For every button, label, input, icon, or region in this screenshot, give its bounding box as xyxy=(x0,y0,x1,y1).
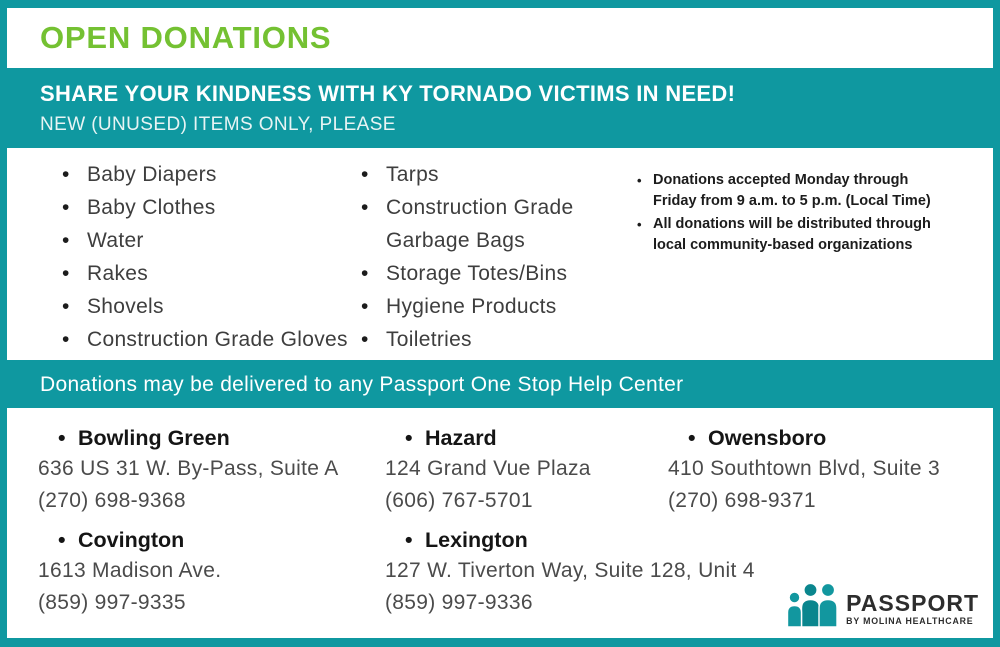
location-phone: (859) 997-9335 xyxy=(38,591,186,614)
title-bar xyxy=(7,8,993,68)
location-city: • Lexington xyxy=(385,525,668,555)
page-title: OPEN DONATIONS xyxy=(40,20,332,55)
location-phone: (606) 767-5701 xyxy=(385,489,533,512)
donation-item: • Water xyxy=(60,224,359,257)
logo-tagline: BY MOLINA HEALTHCARE xyxy=(846,616,974,626)
notes-column xyxy=(622,148,993,360)
location-card xyxy=(38,525,385,619)
donation-item: • Storage Totes/Bins xyxy=(359,257,622,290)
location-card xyxy=(385,423,668,517)
location-card xyxy=(38,423,385,517)
location-phone: (270) 698-9371 xyxy=(668,489,816,512)
location-city: • Owensboro xyxy=(668,423,993,453)
donation-item: • Hygiene Products xyxy=(359,290,622,323)
location-address: 410 Southtown Blvd, Suite 3 xyxy=(668,457,940,480)
donation-item: • Construction Grade Garbage Bags xyxy=(359,191,622,257)
item-list-1 xyxy=(7,148,359,360)
delivery-banner: Donations may be delivered to any Passport One Stop Help Center xyxy=(40,373,684,396)
location-phone: (270) 698-9368 xyxy=(38,489,186,512)
donation-item: • Shovels xyxy=(60,290,359,323)
location-city: • Covington xyxy=(38,525,385,555)
note-item: • All donations will be distributed through local community-based organizations xyxy=(636,214,949,256)
location-card xyxy=(385,525,755,619)
passport-people-icon xyxy=(785,581,839,628)
banner-headline: SHARE YOUR KINDNESS WITH KY TORNADO VICTIMS IN NEED! xyxy=(40,81,736,106)
donation-item: • Construction Grade Gloves xyxy=(60,323,359,356)
passport-molina-logo xyxy=(785,581,979,628)
donation-item: • Baby Clothes xyxy=(60,191,359,224)
logo-text xyxy=(846,592,979,628)
location-address: 124 Grand Vue Plaza xyxy=(385,457,591,480)
banner-subline: NEW (UNUSED) ITEMS ONLY, PLEASE xyxy=(40,114,396,135)
donation-item: • Toiletries xyxy=(359,323,622,356)
kindness-banner xyxy=(0,68,1000,148)
location-city: • Bowling Green xyxy=(38,423,385,453)
locations-panel xyxy=(7,408,993,638)
notes-list xyxy=(636,170,949,256)
donation-item: • Tarps xyxy=(359,158,622,191)
donation-item: • Baby Diapers xyxy=(60,158,359,191)
note-item: • Donations accepted Monday through Friday from 9 a.m. to 5 p.m. (Local Time) xyxy=(636,170,949,212)
location-city: • Hazard xyxy=(385,423,668,453)
donation-item: • Rakes xyxy=(60,257,359,290)
location-card xyxy=(668,423,993,517)
logo-brand: PASSPORT xyxy=(846,590,979,616)
location-address: 636 US 31 W. By-Pass, Suite A xyxy=(38,457,339,480)
location-address: 127 W. Tiverton Way, Suite 128, Unit 4 xyxy=(385,559,755,582)
item-list-2 xyxy=(359,148,622,360)
donation-items-panel xyxy=(7,148,993,360)
location-phone: (859) 997-9336 xyxy=(385,591,533,614)
location-address: 1613 Madison Ave. xyxy=(38,559,222,582)
